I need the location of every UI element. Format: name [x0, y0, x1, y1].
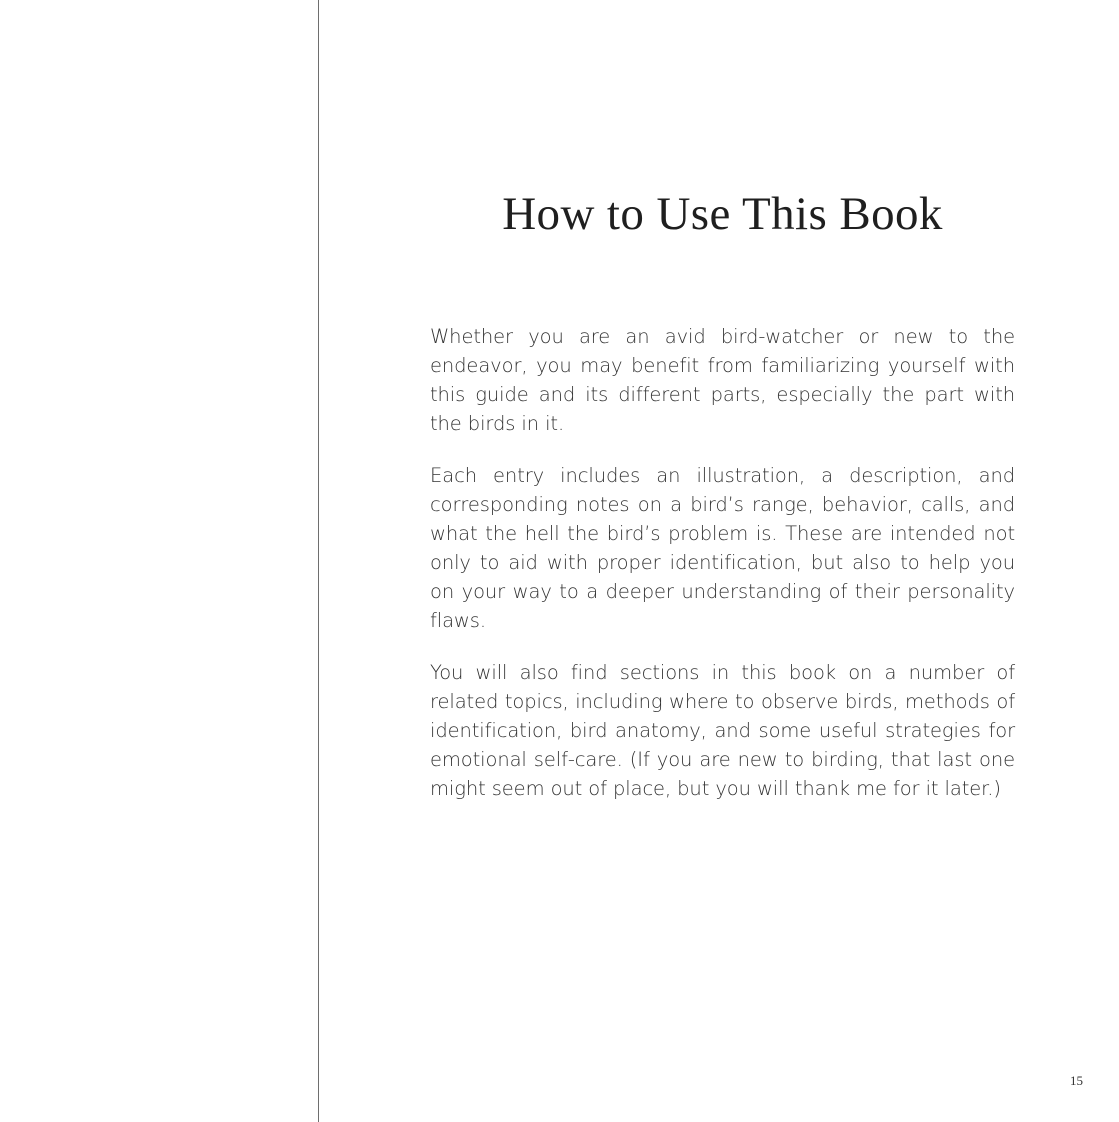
page-number: 15 [1070, 1073, 1083, 1088]
page-title: How to Use This Book [502, 188, 943, 240]
paragraph-intro: Whether you are an avid bird-watcher or new to the endeavor, you may benefit from familiarizing yourself with this guide and its different parts, especially the part with the birds in it. [430, 325, 1015, 435]
paragraph-entries: Each entry includes an illustration, a description, and corresponding notes on a bird’s range, behavior, calls, and what the hell the bird’s problem is. These are intended not only to aid with proper identification, but also to help you on your way to a deeper understanding of their personality flaws. [430, 464, 1015, 632]
body-text [430, 322, 1015, 826]
paragraph-sections: You will also find sections in this book on a number of related topics, including where to observe birds, methods of identification, bird anatomy, and some useful strategies for emotional self-care. (If you are new to birding, that last one might seem out of place, but you will thank me for it later.) [430, 661, 1015, 800]
page-gutter-line [318, 0, 319, 1122]
